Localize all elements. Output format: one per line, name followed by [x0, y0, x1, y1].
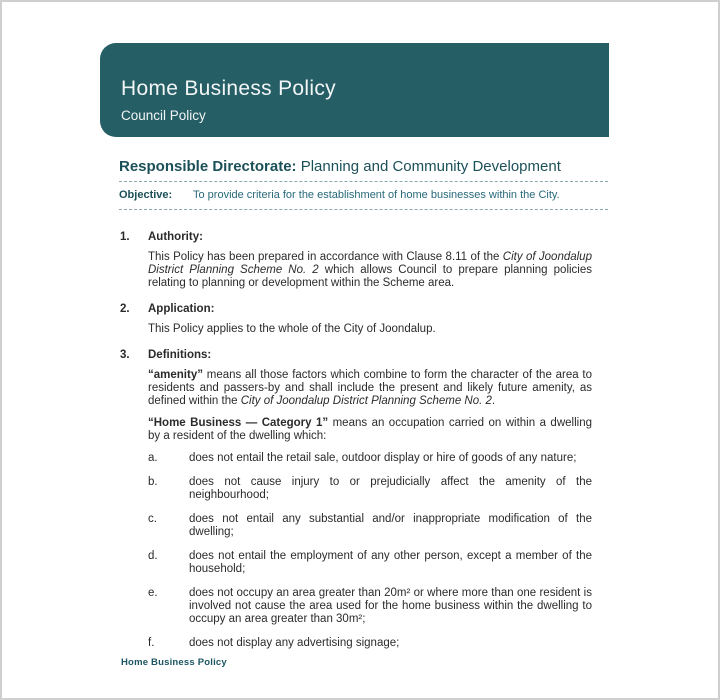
policy-sections	[119, 231, 608, 650]
list-item-letter: e.	[148, 587, 158, 599]
document-body	[119, 158, 608, 650]
text-segment: City of Joondalup District Planning Scheme No. 2	[148, 251, 592, 276]
responsible-directorate-heading	[119, 158, 608, 175]
definition-list-item	[148, 550, 592, 576]
document-footer	[121, 657, 227, 668]
section-paragraph	[148, 417, 592, 443]
list-item-letter: d.	[148, 550, 158, 562]
divider-bottom	[119, 209, 608, 210]
section-number: 3.	[120, 349, 130, 361]
list-item-text: does not entail the retail sale, outdoor display or hire of goods of any nature;	[189, 452, 577, 464]
section-heading	[120, 349, 608, 362]
section-heading	[120, 231, 608, 244]
section-heading	[120, 303, 608, 316]
section-title: Application:	[148, 303, 215, 315]
definition-list-item	[148, 513, 592, 539]
list-item-text: does not occupy an area greater than 20m² or where more than one resident is involved not cause the area used for the home business within the dwelling to occupy an area greater than 30m²;	[189, 587, 592, 625]
responsible-directorate-value: Planning and Community Development	[300, 158, 561, 175]
responsible-directorate-label: Responsible Directorate:	[119, 158, 297, 175]
section-paragraph	[148, 251, 592, 290]
section-paragraph	[148, 323, 592, 336]
section-title: Authority:	[148, 231, 203, 243]
list-item-letter: a.	[148, 452, 158, 464]
section-title: Definitions:	[148, 349, 212, 361]
text-segment: This Policy applies to the whole of the City of Joondalup.	[148, 323, 436, 335]
policy-section	[119, 349, 608, 650]
document-subtitle: Council Policy	[121, 108, 206, 123]
divider-top	[119, 181, 608, 182]
footer-title: Home Business Policy	[121, 657, 227, 668]
objective-label: Objective:	[119, 189, 173, 201]
list-item-text: does not display any advertising signage;	[189, 637, 400, 649]
definition-list-item	[148, 452, 592, 465]
text-segment: .	[491, 395, 496, 407]
text-segment: “amenity”	[148, 369, 203, 381]
text-segment: City of Joondalup District Planning Scheme No. 2	[240, 395, 492, 407]
text-segment: This Policy has been prepared in accordance with Clause 8.11 of the	[148, 251, 503, 263]
definition-list-item	[148, 476, 592, 502]
objective-text: To provide criteria for the establishment of home businesses within the City.	[193, 189, 560, 201]
text-segment: means an occupation carried on within a dwelling by a resident of the dwelling which:	[148, 417, 592, 442]
objective-row	[119, 189, 608, 202]
text-segment: means all those factors which combine to form the character of the area to residents and passers-by and shall include the present and likely future amenity, as defined within the	[148, 369, 592, 407]
list-item-letter: f.	[148, 637, 155, 649]
policy-section	[119, 231, 608, 290]
document-header-banner	[100, 43, 609, 137]
list-item-text: does not entail the employment of any other person, except a member of the household;	[189, 550, 592, 575]
section-number: 1.	[120, 231, 130, 243]
text-segment: which allows Council to prepare planning policies relating to planning or development within the Scheme area.	[148, 264, 593, 289]
document-title: Home Business Policy	[121, 77, 336, 100]
policy-section	[119, 303, 608, 336]
list-item-letter: b.	[148, 476, 158, 488]
section-number: 2.	[120, 303, 130, 315]
list-item-text: does not cause injury to or prejudicially affect the amenity of the neighbourhood;	[189, 476, 592, 501]
list-item-text: does not entail any substantial and/or inappropriate modification of the dwelling;	[189, 513, 592, 538]
text-segment: “Home Business — Category 1”	[148, 417, 329, 429]
section-paragraph	[148, 369, 592, 408]
definition-list-item	[148, 637, 592, 650]
definition-list-item	[148, 587, 592, 626]
list-item-letter: c.	[148, 513, 157, 525]
